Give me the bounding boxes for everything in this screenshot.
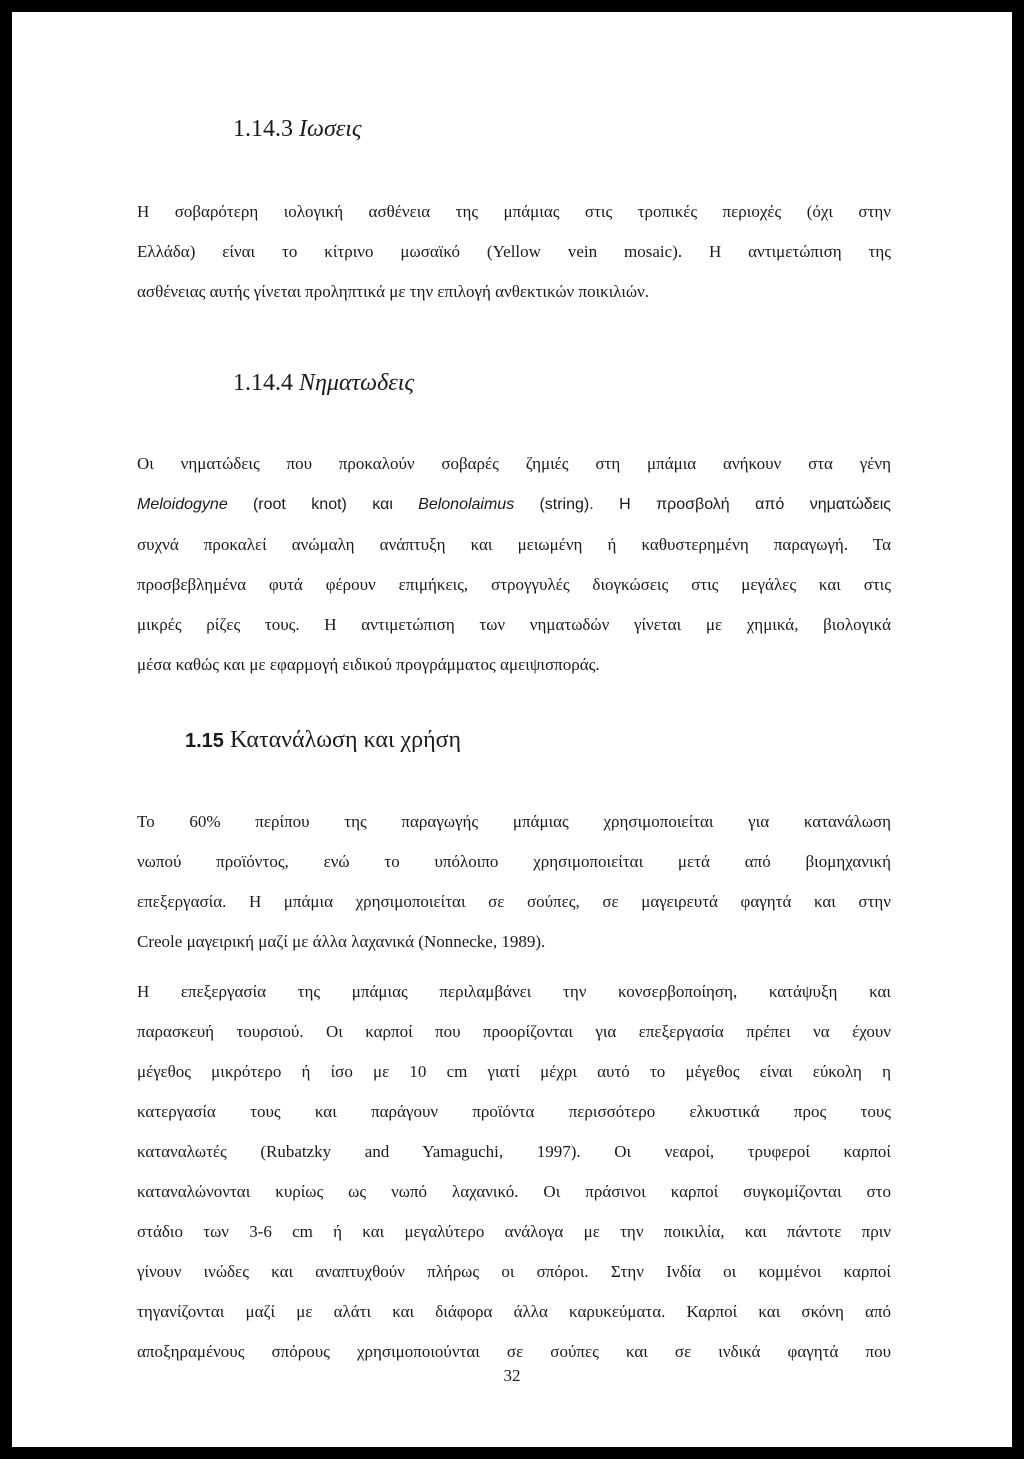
- section-title: Ιωσεις: [299, 116, 362, 142]
- text-line: στάδιο των 3-6 cm ή και μεγαλύτερο ανάλογα με την ποικιλία, και πάντοτε πριν: [137, 1222, 891, 1241]
- text-line: Το 60% περίπου της παραγωγής μπάμιας χρησιμοποιείται για κατανάλωση: [137, 812, 891, 831]
- paragraph-consumption: [137, 802, 891, 962]
- paragraph-processing: [137, 972, 891, 1372]
- text-line: Η σοβαρότερη ιολογική ασθένεια της μπάμιας στις τροπικές περιοχές (όχι στην: [137, 202, 891, 221]
- text-line: Οι νηματώδεις που προκαλούν σοβαρές ζημιές στη μπάμια ανήκουν στα γένη: [137, 454, 891, 473]
- paragraph-viruses: [137, 192, 891, 312]
- section-number: 1.14.4: [233, 370, 293, 396]
- text-line: καταναλωτές (Rubatzky and Yamaguchi, 1997). Οι νεαροί, τρυφεροί καρποί: [137, 1142, 891, 1161]
- text-line: προσβεβλημένα φυτά φέρουν επιμήκεις, στρογγυλές διογκώσεις στις μεγάλες και στις: [137, 575, 891, 594]
- genus-name: Meloidogyne: [137, 496, 228, 513]
- text-line: Η επεξεργασία της μπάμιας περιλαμβάνει την κονσερβοποίηση, κατάψυξη και: [137, 982, 891, 1001]
- text-line: μικρές ρίζες τους. Η αντιμετώπιση των νηματωδών γίνεται με χημικά, βιολογικά: [137, 615, 891, 634]
- text-line: καταναλώνονται κυρίως ως νωπό λαχανικό. Οι πράσινοι καρποί συγκομίζονται στο: [137, 1182, 891, 1201]
- section-heading-1-14-3: [233, 116, 362, 143]
- paragraph-nematodes: [137, 444, 891, 685]
- genus-note: (string). Η προσβολή από νηματώδεις: [539, 496, 891, 513]
- text-line: επεξεργασία. Η μπάμια χρησιμοποιείται σε σούπες, σε μαγειρευτά φαγητά και στην: [137, 892, 891, 911]
- section-title: Κατανάλωση και χρήση: [229, 727, 462, 753]
- text-line: αποξηραμένους σπόρους χρησιμοποιούνται σε σούπες και σε ινδικά φαγητά που: [137, 1342, 891, 1361]
- text-line: γίνουν ινώδες και αναπτυχθούν πλήρως οι σπόροι. Στην Ινδία οι κομμένοι καρποί: [137, 1262, 891, 1281]
- text-line: μέγεθος μικρότερο ή ίσο με 10 cm γιατί μέχρι αυτό το μέγεθος είναι εύκολη η: [137, 1062, 891, 1081]
- text-line: κατεργασία τους και παράγουν προϊόντα περισσότερο ελκυστικά προς τους: [137, 1102, 891, 1121]
- section-number: 1.14.3: [233, 116, 293, 142]
- document-page: [12, 12, 1012, 1447]
- text-line: μέσα καθώς και με εφαρμογή ειδικού προγράμματος αμειψισποράς.: [137, 655, 600, 674]
- text-line: τηγανίζονται μαζί με αλάτι και διάφορα άλλα καρυκεύματα. Καρποί και σκόνη από: [137, 1302, 891, 1321]
- section-heading-1-14-4: [233, 370, 414, 397]
- genus-note: (root knot) και: [252, 496, 393, 513]
- section-number: 1.15: [185, 730, 224, 752]
- text-line: νωπού προϊόντος, ενώ το υπόλοιπο χρησιμοποιείται μετά από βιομηχανική: [137, 852, 891, 871]
- text-line: Creole μαγειρική μαζί με άλλα λαχανικά (Nonnecke, 1989).: [137, 932, 546, 951]
- page-number: 32: [503, 1366, 521, 1385]
- section-title: Νηματωδεις: [299, 370, 415, 396]
- text-line: συχνά προκαλεί ανώμαλη ανάπτυξη και μειωμένη ή καθυστερημένη παραγωγή. Τα: [137, 535, 891, 554]
- text-line: Ελλάδα) είναι το κίτρινο μωσαϊκό (Yellow vein mosaic). Η αντιμετώπιση της: [137, 242, 891, 261]
- text-line: παρασκευή τουρσιού. Οι καρποί που προορίζονται για επεξεργασία πρέπει να έχουν: [137, 1022, 891, 1041]
- text-line: ασθένειας αυτής γίνεται προληπτικά με την επιλογή ανθεκτικών ποικιλιών.: [137, 282, 650, 301]
- genus-name: Belonolaimus: [418, 496, 515, 513]
- section-heading-1-15: [185, 727, 461, 754]
- text-line-genera: [137, 484, 891, 525]
